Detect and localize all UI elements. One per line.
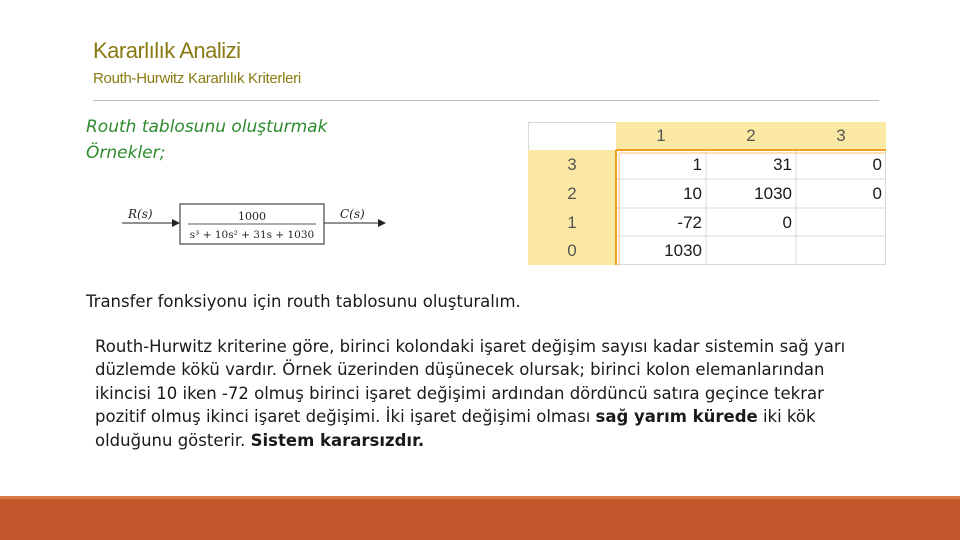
table-cell: 1030 (754, 184, 792, 203)
output-arrow-head (378, 219, 386, 227)
table-cell: 1030 (664, 241, 702, 260)
table-cell: -72 (677, 213, 702, 232)
table-cell (796, 237, 886, 265)
row-label: 2 (567, 184, 577, 203)
conclusion-unstable: Sistem kararsızdır. (250, 430, 425, 450)
routh-table (528, 122, 886, 265)
table-row (528, 151, 886, 179)
table-row (528, 237, 886, 265)
input-label: R(s) (128, 207, 153, 221)
table-cell (706, 237, 796, 265)
slide-subtitle: Routh-Hurwitz Kararlılık Kriterleri (93, 70, 301, 87)
table-cell: 0 (782, 213, 792, 232)
transfer-denominator: s³ + 10s² + 31s + 1030 (189, 229, 315, 241)
row-label: 0 (567, 241, 577, 260)
explanation-text-1: Routh-Hurwitz kriterine göre, birinci kolondaki işaret değişim sayısı kadar sistemin sağ yarı düzlemde kökü vardır. Örnek üzerinden düşünecek olursak; birinci kolon elemanlarından ikincisi 10 iken -72 olmuş birinci işaret değişimi ardından dördüncü satıra geçince tekrar pozitif olmuş ikinci işaret değişimi. İki işaret değişimi olması (95, 337, 846, 427)
table-row (528, 209, 886, 237)
row-label: 3 (567, 155, 577, 174)
table-cell: 0 (872, 184, 882, 203)
table-cell (796, 209, 886, 237)
input-arrow-head (172, 219, 180, 227)
footer-bar-highlight (0, 496, 960, 499)
table-cell: 10 (683, 184, 702, 203)
emphasis-right-half-plane: sağ yarım kürede (595, 407, 758, 427)
col-header: 2 (746, 126, 756, 145)
footer-bar (0, 496, 960, 540)
col-header: 1 (656, 126, 666, 145)
block-diagram-svg (110, 196, 390, 266)
transfer-sentence: Transfer fonksiyonu için routh tablosunu oluşturalım. (86, 292, 521, 311)
transfer-numerator: 1000 (238, 210, 266, 223)
table-cell: 0 (872, 155, 882, 174)
row-label: 1 (567, 213, 577, 232)
table-cell: 1 (692, 155, 702, 174)
header-divider (93, 100, 879, 101)
explanation-paragraph (95, 335, 865, 452)
explanation-text-2: iki kök olduğunu gösterir. (95, 407, 816, 450)
table-cell: 31 (773, 155, 792, 174)
output-label: C(s) (340, 207, 365, 221)
table-header-row (528, 122, 886, 150)
table-row (528, 180, 886, 208)
block-diagram (110, 196, 390, 266)
slide-title: Kararlılık Analizi (93, 38, 241, 63)
intro-line-2: Örnekler; (86, 143, 166, 163)
intro-line-1: Routh tablosunu oluşturmak (86, 117, 328, 137)
col-header: 3 (836, 126, 846, 145)
